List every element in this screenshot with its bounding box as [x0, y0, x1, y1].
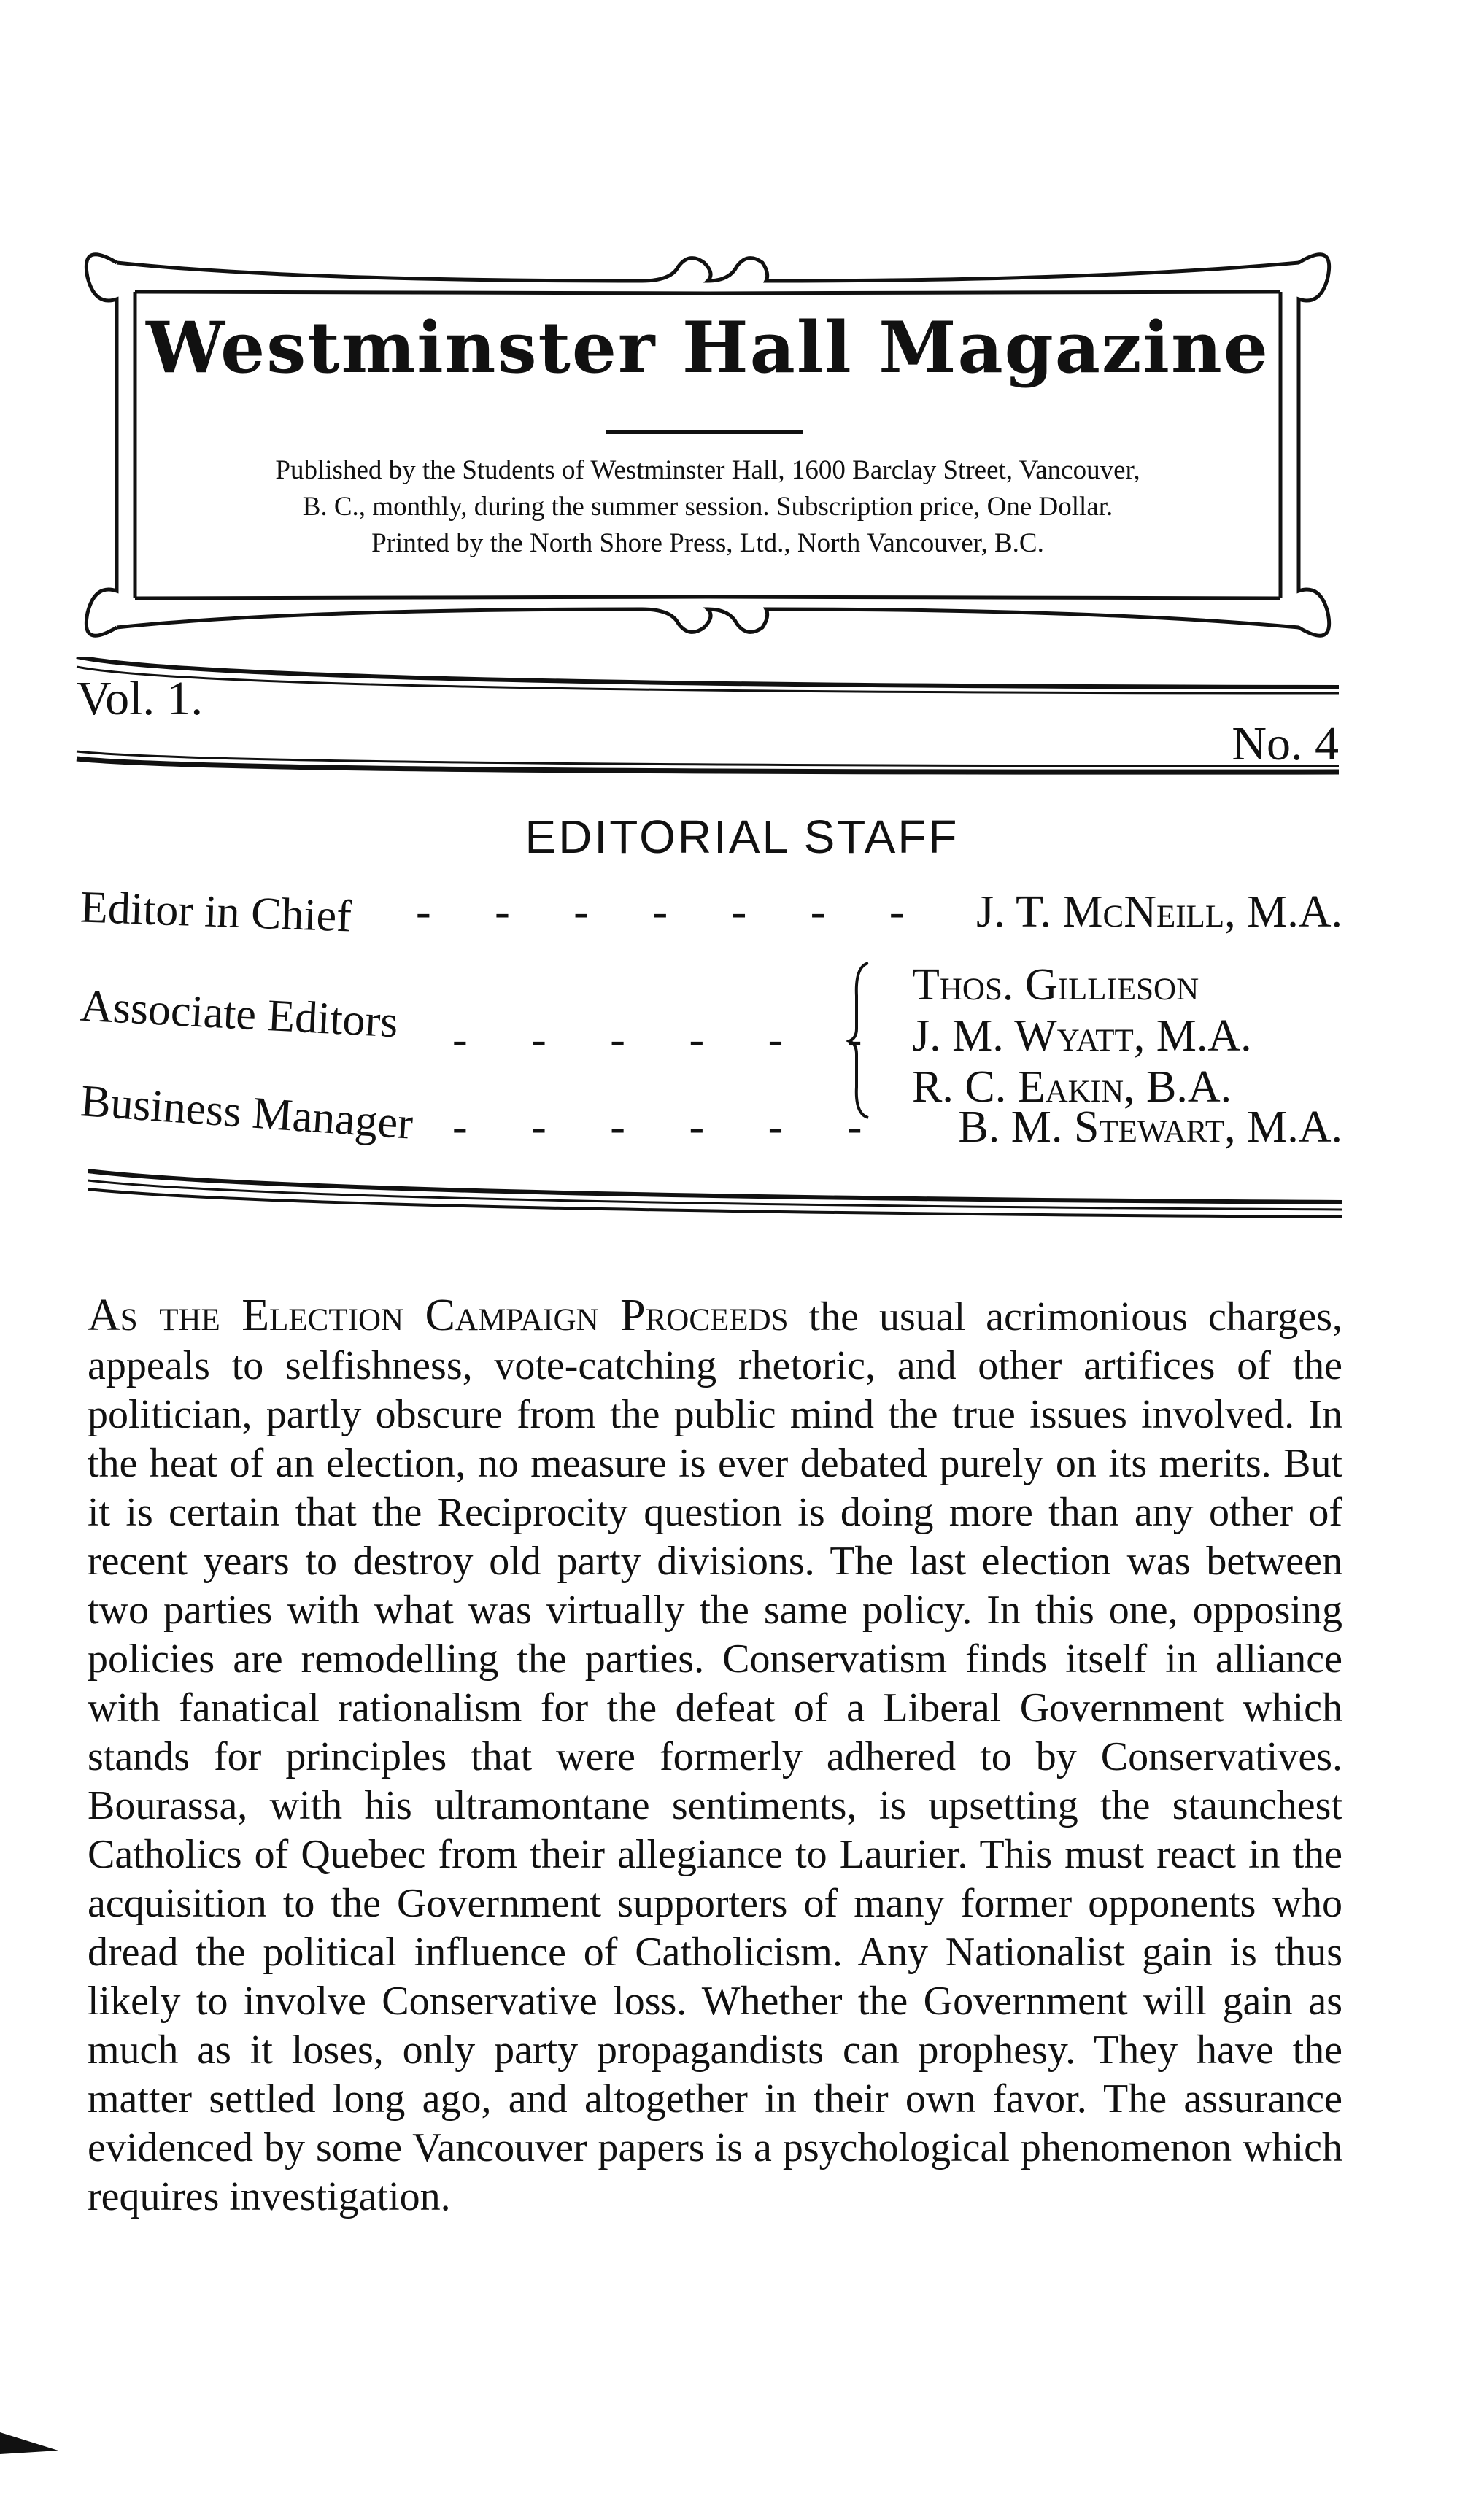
staff-name: B. M. Stewart, M.A. — [958, 1102, 1342, 1152]
scan-edge-mark — [0, 2425, 66, 2454]
staff-name: R. C. Eakin, B.A. — [912, 1062, 1232, 1112]
staff-role: Business Manager — [79, 1076, 415, 1149]
volume-label: Vol. 1. — [77, 672, 203, 725]
issue-bar — [69, 657, 1339, 788]
staff-role: Associate Editors — [79, 981, 400, 1048]
issue-number: No. 4 — [1232, 717, 1339, 770]
article-paragraph — [88, 1291, 1342, 2221]
staff-role: Editor in Chief — [79, 882, 353, 942]
staff-row-editor — [79, 882, 1342, 945]
staff-dashes: - - - - - - — [452, 1102, 889, 1152]
magazine-title: Westminster Hall Magazine — [146, 306, 1269, 389]
printer-line: Printed by the North Shore Press, Ltd., North Vancouver, B.C. — [371, 528, 1044, 558]
staff-row-business — [79, 1076, 1342, 1160]
staff-name: Thos. Gillieson — [912, 960, 1199, 1010]
article-lead: As the Election Campaign Proceeds — [88, 1291, 789, 1340]
editorial-article — [88, 1291, 1342, 2221]
masthead — [73, 212, 1342, 664]
article-body: the usual acrimonious charges, appeals to selfishness, vote-catching rhetoric, and other artifices of the politician, partly obscure from the public mind the true issues involved. In the heat of an election, no measure is ever debated purely on its merits. But it is certain that the Reciprocity question is doing more than any other of recent years to destroy old party divisions. The last election was between two parties with what was virtually the same policy. In this one, opposing policies are remodelling the parties. Conservatism finds itself in alliance with fanatical rationalism for the defeat of a Liberal Government which stands for principles that were formerly adhered to by Conservatives. Bourassa, with his ultramontane sentiments, is upsetting the staunchest Catholics of Quebec from their allegiance to Laurier. This must react in the acquisition to the Government supporters of many former opponents who dread the political influence of Catholicism. Any Nationalist gain is thus likely to involve Conservative loss. Whether the Government will gain as much as it loses, only party propagandists can prophesy. They have the matter settled long ago, and altogether in their own favor. The assurance evidenced by some Vancouver papers is a psychological phenomenon which requires investigation. — [88, 1294, 1342, 2219]
publisher-line-2: B. C., monthly, during the summer session. Subscription price, One Dollar. — [302, 492, 1113, 522]
ornamental-frame — [73, 212, 1342, 664]
staff-dashes: - - - - - - — [452, 1015, 889, 1064]
title-underline — [606, 430, 803, 434]
section-divider — [88, 1167, 1342, 1226]
publisher-line-1: Published by the Students of Westminster Hall, 1600 Barclay Street, Vancouver, — [275, 455, 1140, 485]
editorial-staff-heading: EDITORIAL STAFF — [525, 811, 959, 863]
staff-dashes: - - - - - - - — [416, 887, 931, 937]
issue-rules — [69, 657, 1339, 788]
staff-name: J. M. Wyatt, M.A. — [912, 1011, 1252, 1061]
staff-name: J. T. McNeill, M.A. — [976, 887, 1342, 937]
